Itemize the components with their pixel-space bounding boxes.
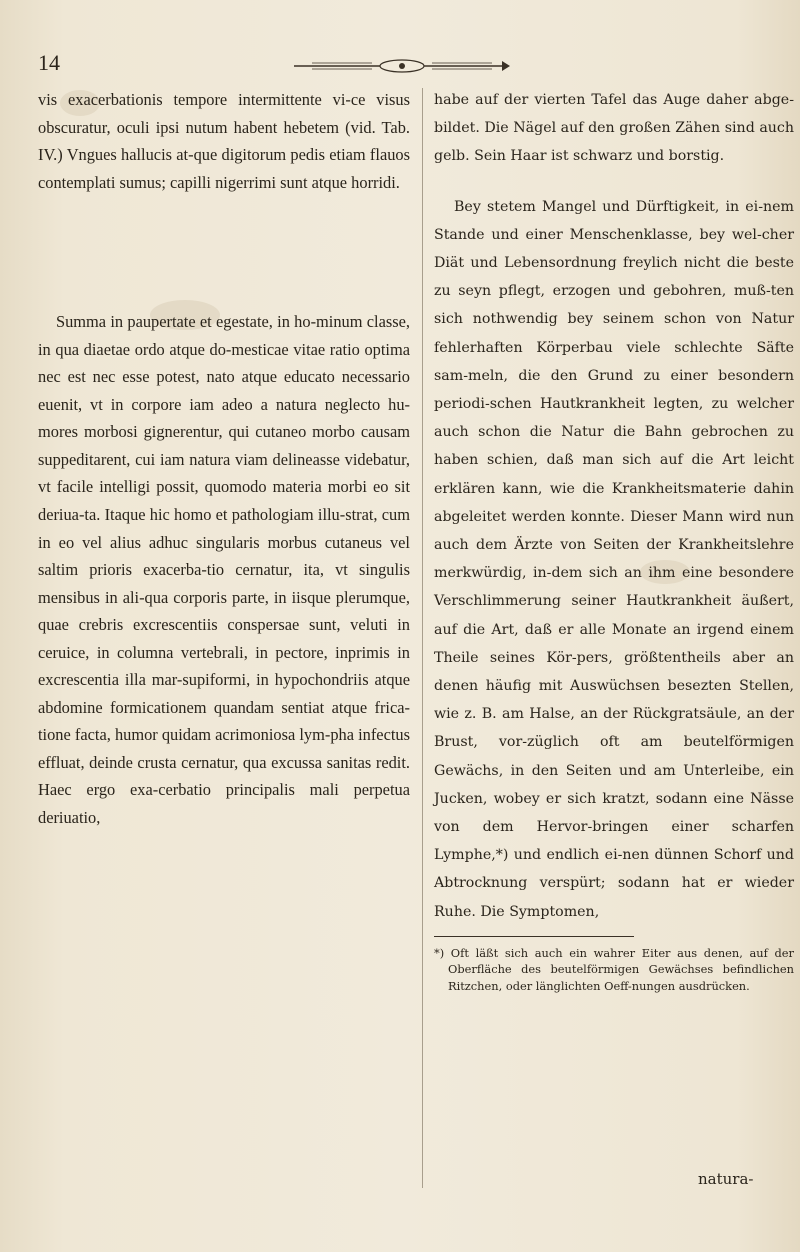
latin-column [38,86,410,832]
footnote: *) Oft läßt sich auch ein wahrer Eiter aus denen, auf der Oberfläche des beutelförmigen Gewächses befindlichen Ritzchen, oder länglichten Oeff-nungen ausdrücken. [434,945,794,993]
catchword: natura- [698,1170,754,1188]
footnote-rule [434,936,634,937]
german-paragraph-1: habe auf der vierten Tafel das Auge daher abge-bildet. Die Nägel auf den großen Zähen sind auch gelb. Sein Haar ist schwarz und borstig. [434,92,794,165]
latin-paragraph-1: vis exacerbationis tempore intermittente vi-ce visus obscuratur, oculi ipsi nutum habent hebetem (vid. Tab. IV.) Vngues hallucis at-que digitorum pedis etiam flauos contemplati sumus; capilli nigerrimi sunt atque horridi. [38,90,410,192]
page-number: 14 [38,50,60,75]
german-column [434,86,794,994]
header-ornament [292,56,512,76]
german-paragraph-2: Bey stetem Mangel und Dürftigkeit, in ei-nem Stande und einer Menschenklasse, bey wel-cher Diät und Lebensordnung freylich nicht die beste zu seyn pflegt, erzogen und gebohren, muß-ten sich nothwendig bey seinem schon von Natur fehlerhaften Körperbau viele schlechte Säfte sam-meln, die den Grund zu einer besondern periodi-schen Hautkrankheit legten, zu welcher auch schon die Natur die Bahn gebrochen zu haben schien, daß man sich auf die Art leicht erklären kann, wie die Krankheitsmaterie dahin abgeleitet werden konnte. Dieser Mann wird nun auch dem Ärzte von Seiten der Krankheitslehre merkwürdig, in-dem sich an ihm eine besondere Verschlimmerung seiner Hautkrankheit äußert, auf die Art, daß er alle Monate an irgend einem Theile seines Kör-pers, größtentheils aber an denen häufig mit Auswüchsen besezten Stellen, wie z. B. am Halse, an der Rückgratsäule, an der Brust, vor-züglich oft am beutelförmigen Gewächs, in den Seiten und am Unterleibe, ein Jucken, wobey er sich kratzt, sodann eine Nässe von dem Hervor-bringen einer scharfen Lymphe,*) und endlich ei-nen dünnen Schorf und Abtrocknung verspürt; sodann hat er wieder Ruhe. Die Symptomen, [434,198,794,920]
column-divider [422,88,423,1188]
latin-paragraph-2: Summa in paupertate et egestate, in ho-minum classe, in qua diaetae ordo atque do-mesticae vitae ratio optima nec est nec esse potest, nato atque educato necessario euenit, vt in corpore iam adeo a natura neglecto hu-mores morbosi gignerentur, qui cutaneo morbo causam suppeditarent, cui iam natura viam delineasse videbatur, vt facile intelligi possit, quomodo materia morbi eo sit deriua-ta. Itaque hic homo et pathologiam illu-strat, cum in eo vel alius adhuc singularis morbus cutaneus vel saltim prioris exacerba-tio cernatur, ita, vt singulis mensibus in ali-qua corporis parte, in iisque plerumque, quae crebris excrescentiis conspersae sunt, veluti in ceruice, in columna vertebrali, in pectore, inprimis in excrescentia illa mar-supiformi, in hypochondriis atque abdomine formicationem quandam sentiat atque frica-tione facta, humor quidam acrimoniosa lym-pha infectus effluat, deinde crusta cernatur, qua excussa sanitas redit. Haec ergo exa-cerbatio principalis mali perpetua deriuatio, [38,312,410,828]
